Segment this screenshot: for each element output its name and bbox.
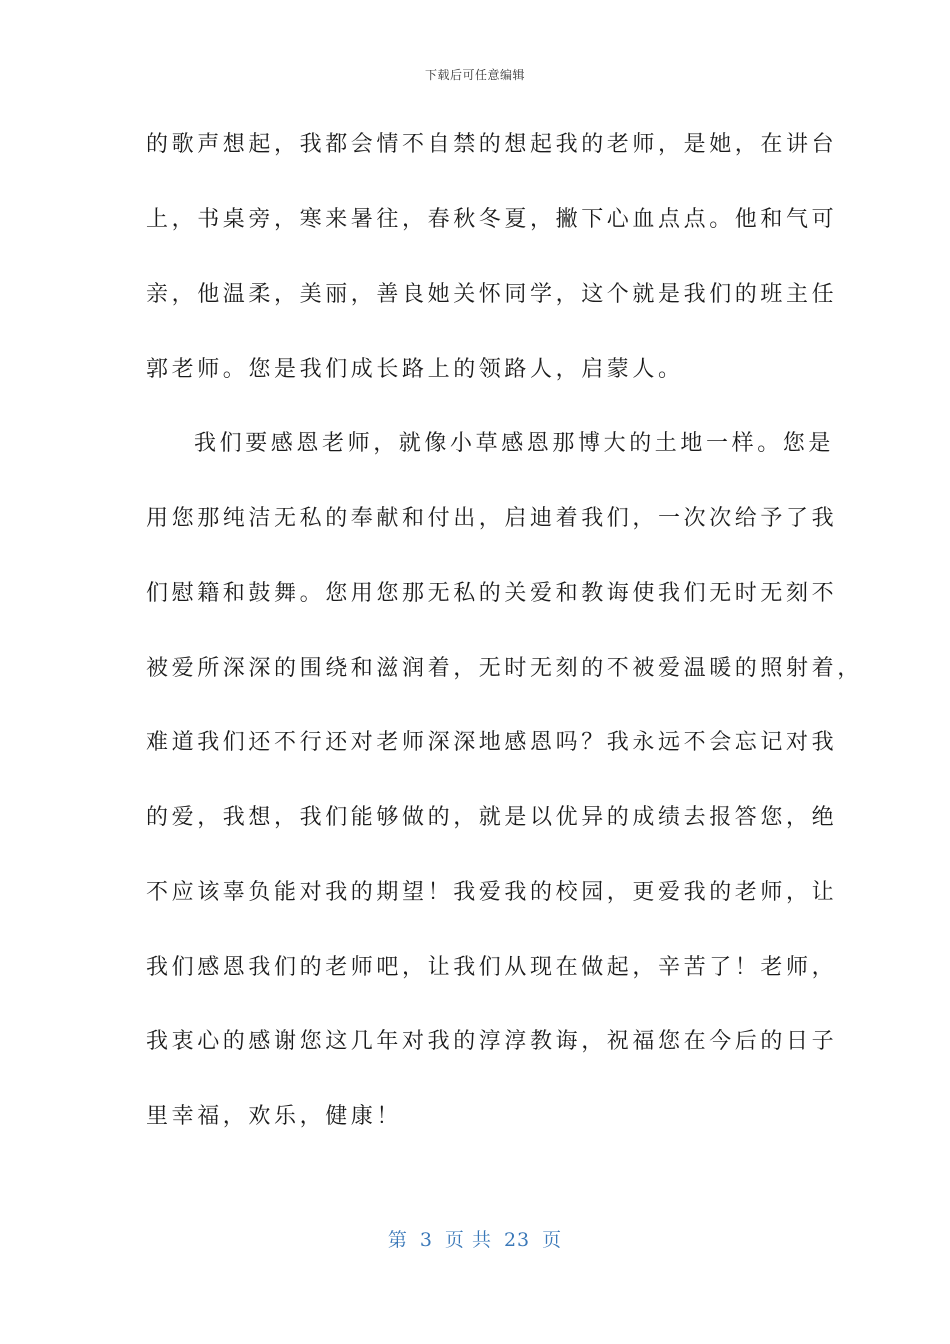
text-line: 亲，他温柔，美丽，善良她关怀同学，这个就是我们的班主任 (146, 282, 838, 307)
text-line: 我衷心的感谢您这几年对我的淳淳教诲，祝福您在今后的日子 (146, 1029, 838, 1054)
text-line: 我们感恩我们的老师吧，让我们从现在做起，辛苦了！老师， (146, 955, 838, 980)
text-line: 的爱，我想，我们能够做的，就是以优异的成绩去报答您，绝 (146, 805, 838, 830)
text-line: 上，书桌旁，寒来暑往，春秋冬夏，撇下心血点点。他和气可 (146, 207, 838, 232)
text-line: 被爱所深深的围绕和滋润着，无时无刻的不被爱温暖的照射着， (146, 656, 863, 681)
current-page-number: 3 (419, 1229, 433, 1251)
text-line: 不应该辜负能对我的期望！我爱我的校园，更爱我的老师，让 (146, 880, 838, 905)
footer-mid: 页 共 (444, 1229, 492, 1251)
text-line: 里幸福，欢乐，健康！ (146, 1104, 403, 1129)
text-line-indented: 我们要感恩老师，就像小草感恩那博大的土地一样。您是 (194, 431, 835, 456)
text-line: 用您那纯洁无私的奉献和付出，启迪着我们，一次次给予了我 (146, 506, 838, 531)
total-page-count: 23 (503, 1229, 531, 1251)
text-line: 难道我们还不行还对老师深深地感恩吗？我永远不会忘记对我 (146, 730, 838, 755)
text-line: 们慰籍和鼓舞。您用您那无私的关爱和教诲使我们无时无刻不 (146, 581, 838, 606)
page-footer (0, 1225, 950, 1252)
text-line: 郭老师。您是我们成长路上的领路人，启蒙人。 (146, 357, 684, 382)
footer-prefix: 第 (387, 1229, 408, 1251)
footer-suffix: 页 (542, 1229, 563, 1251)
page-header: 下载后可任意编辑 (424, 68, 525, 82)
text-line: 的歌声想起，我都会情不自禁的想起我的老师，是她，在讲台 (146, 132, 838, 157)
